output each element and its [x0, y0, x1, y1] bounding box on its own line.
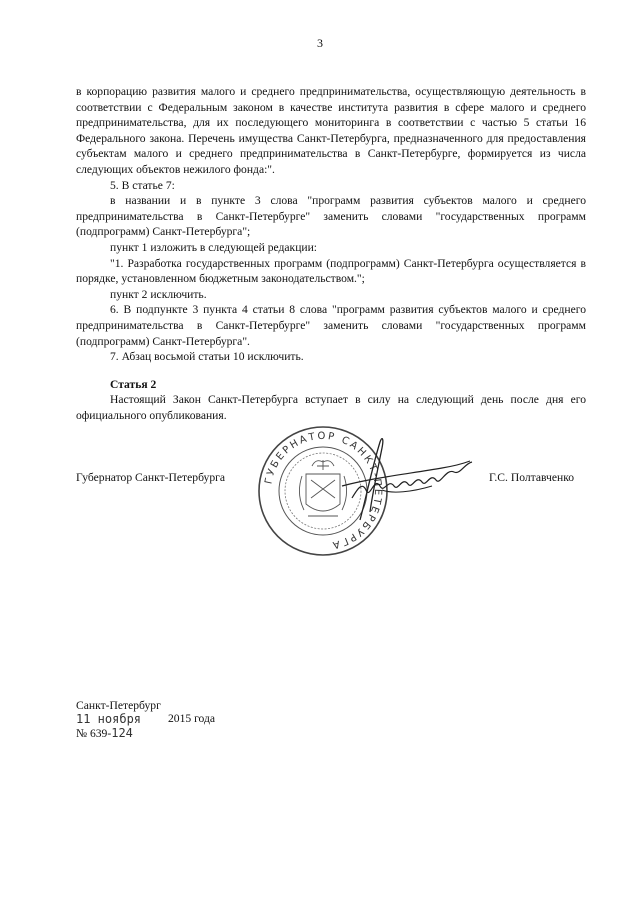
document-body: [76, 84, 586, 423]
page-number: 3: [317, 36, 323, 50]
governor-name: Г.С. Полтавченко: [489, 471, 575, 484]
paragraph-item-5-point2: пункт 2 исключить.: [110, 287, 207, 301]
paragraph-item-5-text: в названии и в пункте 3 слова "программ развития субъектов малого и среднего предпринимательства в Санкт-Петербурге" заменить словами "государственных программ (подпрограмм) Санкт-Петербурга";: [76, 194, 586, 239]
paragraph-continuation: в корпорацию развития малого и среднего предпринимательства, осуществляющую деятельность в соответствии с Федеральным законом в качестве института развития в сфере малого и среднего предпринимательства, для их последующего мониторинга в соответствии с частью 5 статьи 16 Федерального закона. Перечень имущества Санкт-Петербурга, предназначенного для предоставления субъектам малого и среднего предпринимательства в Санкт-Петербурге, формируется из числа следующих объектов нежилого фонда:".: [76, 85, 586, 176]
law-number-prefix: № 639-: [76, 727, 112, 740]
paragraph-item-7: 7. Абзац восьмой статьи 10 исключить.: [110, 350, 304, 364]
date-handwritten: 11 ноября: [76, 712, 142, 726]
paragraph-item-6: 6. В подпункте 3 пункта 4 статьи 8 слова "программ развития субъектов малого и среднего предпринимательства в Санкт-Петербурге" заменить словами "государственных программ (подпрограмм) Санкт-Петербурга".: [76, 303, 586, 348]
signing-city: Санкт-Петербург: [76, 699, 161, 712]
paragraph-item-5-point1: пункт 1 изложить в следующей редакции:: [110, 240, 318, 254]
article-2-heading: Статья 2: [110, 377, 157, 391]
handwritten-signature: [322, 428, 482, 528]
date-year: 2015 года: [168, 712, 216, 725]
law-number-handwritten: 124: [111, 726, 133, 740]
paragraph-item-5: 5. В статье 7:: [110, 178, 175, 192]
svg-text:ГУБЕРНАТОР САНКТ-ПЕТЕРБУРГА: ГУБЕРНАТОР САНКТ-ПЕТЕРБУРГА: [263, 430, 384, 551]
law-number: [76, 726, 133, 740]
article-2-text: Настоящий Закон Санкт-Петербурга вступает в силу на следующий день после дня его официального опубликования.: [76, 393, 586, 422]
governor-title: Губернатор Санкт-Петербурга: [76, 471, 226, 484]
paragraph-item-5-point1-text: "1. Разработка государственных программ (подпрограмм) Санкт-Петербурга осуществляется в порядке, установленном бюджетным законодательством.";: [76, 256, 586, 286]
